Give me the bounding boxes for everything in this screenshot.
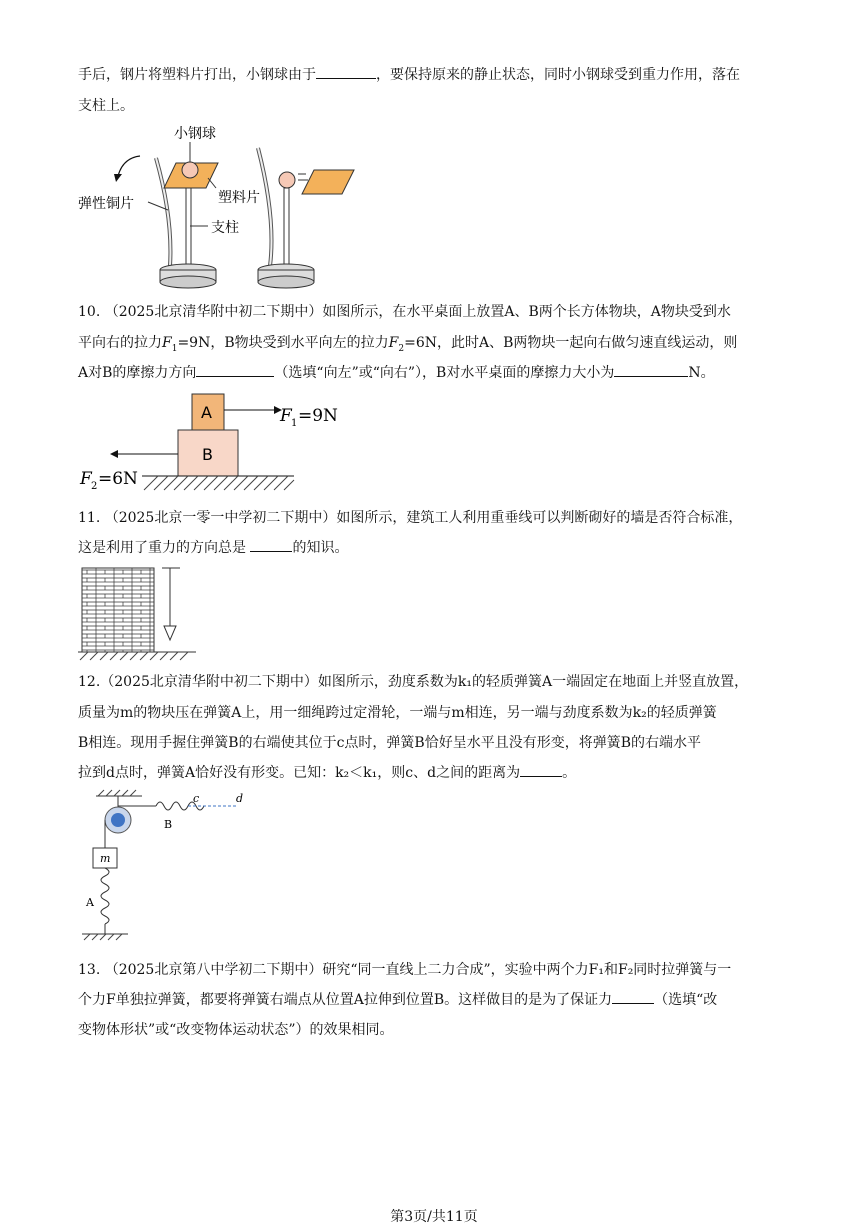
page-footer: 第3页/共11页	[390, 1209, 478, 1225]
label-copper: 弹性铜片	[78, 196, 134, 212]
q10-text-line1: 10. （2025北京清华附中初二下期中）如图所示，在水平桌面上放置A、B两个长方体物块，A物块受到水	[78, 304, 731, 320]
q11-wall-figure	[78, 566, 198, 662]
point-d: d	[236, 792, 244, 805]
q12-text-line3: B相连。现用手握住弹簧B的右端使其位于c点时，弹簧B恰好呈水平且没有形变，将弹簧B的右端水平	[78, 735, 701, 751]
f2-value: =6N	[98, 469, 138, 489]
q12-text-line2: 质量为m的物块压在弹簧A上，用一细绳跨过定滑轮，一端与m相连，另一端与劲度系数为k₂的轻质弹簧	[78, 705, 717, 721]
answer-blank[interactable]	[520, 762, 562, 777]
spring-b-label: B	[164, 818, 173, 831]
f1-sub: 1	[291, 418, 298, 429]
q11-text-line1: 11. （2025北京一零一中学初二下期中）如图所示，建筑工人利用重垂线可以判断砌好的墙是否符合标准，	[78, 510, 743, 526]
q9-inertia-figure	[78, 118, 368, 298]
q10-blocks-figure	[78, 390, 338, 502]
answer-blank[interactable]	[316, 64, 376, 79]
q12-text-line1: 12.（2025北京清华附中初二下期中）如图所示，劲度系数为k₁的轻质弹簧A一端固定在地面上并竖直放置，	[78, 674, 749, 690]
q13-text-line1: 13. （2025北京第八中学初二下期中）研究“同一直线上二力合成”，实验中两个力F₁和F₂同时拉弹簧与一	[78, 962, 732, 978]
q13-text-line2: 个力F单独拉弹簧，都要将弹簧右端点从位置A拉伸到位置B。这样做目的是为了保证力 （选填“改	[78, 988, 796, 1012]
label-plastic: 塑料片	[218, 190, 260, 206]
q12-text-line4: 拉到d点时，弹簧A恰好没有形变。已知：k₂＜k₁，则c、d之间的距离为 。	[78, 761, 796, 785]
q9-text-line2: 支柱上。	[78, 98, 134, 114]
point-c: c	[193, 792, 200, 805]
label-ball: 小钢球	[174, 126, 216, 142]
block-a-label: A	[201, 403, 212, 422]
q9-text-line1: 手后，钢片将塑料片打出，小钢球由于 ，要保持原来的静止状态，同时小钢球受到重力作用，落在	[78, 63, 796, 87]
q12-pulley-figure	[78, 790, 258, 940]
answer-blank[interactable]	[614, 362, 688, 377]
q13-text-line3: 变物体形状”或“改变物体运动状态”）的效果相同。	[78, 1022, 394, 1038]
q10-text-line3: A对B的摩擦力方向 （选填“向左”或“向右”），B对水平桌面的摩擦力大小为 N。	[78, 361, 796, 385]
label-pillar: 支柱	[211, 220, 239, 236]
f2-sub: 2	[91, 481, 98, 492]
spring-a-label: A	[86, 896, 94, 909]
answer-blank[interactable]	[250, 537, 292, 552]
q10-text-line2: 平向右的拉力$F_1=9N$，B物块受到水平向左的拉力$F_2=6N$，此时A、B两物块一起向右做匀速直线运动，则	[78, 335, 738, 354]
f1-label: F	[280, 406, 292, 426]
f2-label: F	[80, 469, 92, 489]
answer-blank[interactable]	[612, 989, 654, 1004]
mass-label: m	[100, 852, 111, 865]
block-b-label: B	[202, 445, 213, 464]
q11-text-line2: 这是利用了重力的方向总是 的知识。	[78, 536, 796, 560]
answer-blank[interactable]	[196, 362, 274, 377]
f1-value: =9N	[298, 406, 338, 426]
